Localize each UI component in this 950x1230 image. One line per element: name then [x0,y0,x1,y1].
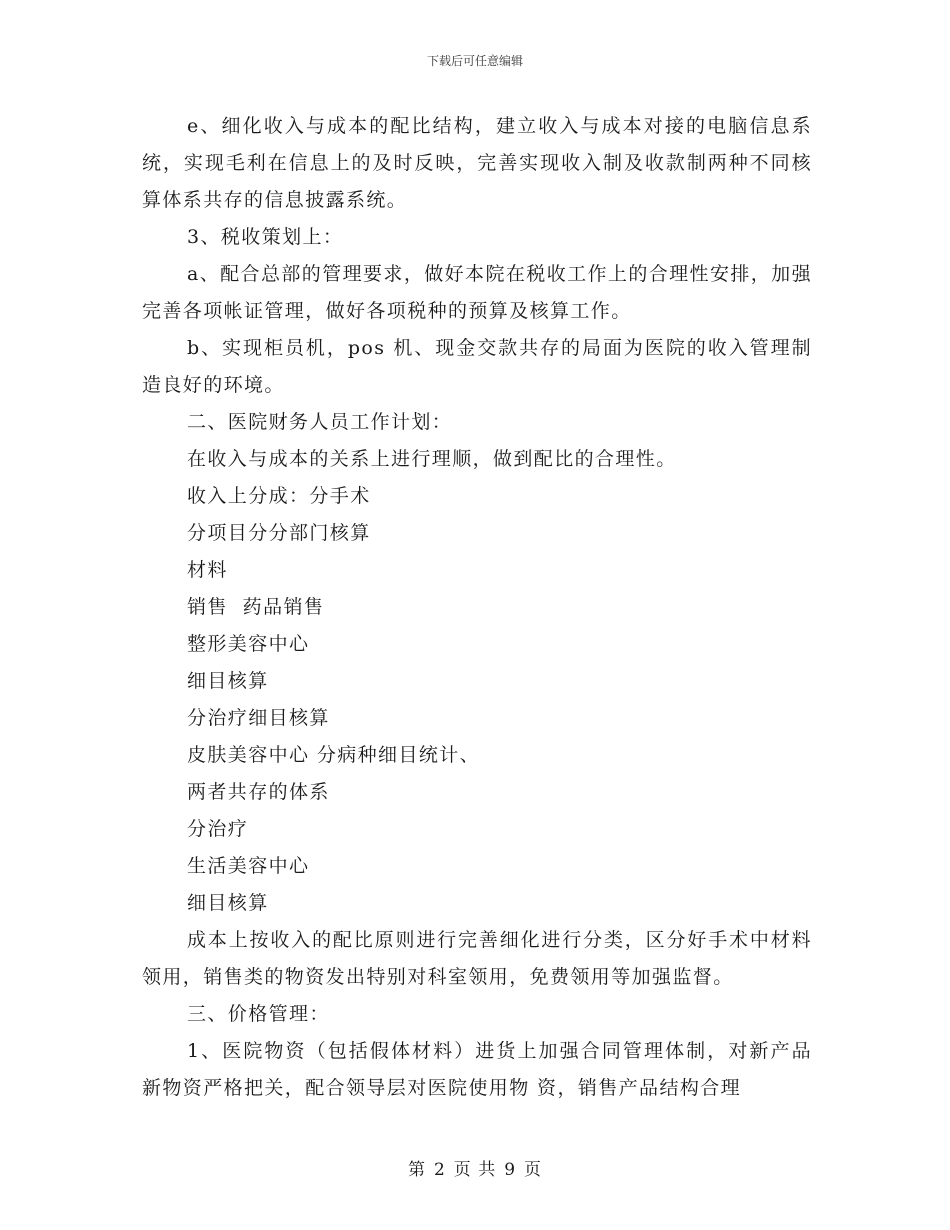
list-line: 材料 [187,559,228,581]
paragraph: e、细化收入与成本的配比结构，建立收入与成本对接的电脑信息系统，实现毛利在信息上的及时反映，完善实现收入制及收款制两种不同核算体系共存的信息披露系统。 [142,115,812,211]
list-line: 生活美容中心 [187,855,310,877]
page-footer [0,1155,950,1180]
section-heading: 二、医院财务人员工作计划： [187,411,453,433]
list-line: 两者共存的体系 [187,781,330,803]
footer-total-pages: 9 [504,1160,517,1180]
list-line: 分治疗 [187,818,249,840]
paragraph: b、实现柜员机，pos 机、现金交款共存的局面为医院的收入管理制造良好的环境。 [142,337,812,396]
paragraph: a、配合总部的管理要求，做好本院在税收工作上的合理性安排，加强完善各项帐证管理，做好各项税种的预算及核算工作。 [142,263,812,322]
footer-page-number: 2 [433,1160,446,1180]
paragraph: 成本上按收入的配比原则进行完善细化进行分类，区分好手术中材料领用，销售类的物资发出特别对科室领用，免费领用等加强监督。 [142,929,812,988]
list-line: 细目核算 [187,670,269,692]
document-body [142,108,812,1107]
footer-suffix: 页 [524,1160,543,1180]
section-heading: 3、税收策划上： [187,226,344,248]
list-line: 收入上分成：分手术 [187,485,371,507]
list-line: 分治疗细目核算 [187,707,330,729]
paragraph: 1、医院物资（包括假体材料）进货上加强合同管理体制，对新产品新物资严格把关，配合领导层对医院使用物 资，销售产品结构合理 [142,1040,812,1099]
list-line: 销售 药品销售 [187,596,325,618]
list-line: 整形美容中心 [187,633,310,655]
list-line: 细目核算 [187,892,269,914]
page-header: 下载后可任意编辑 [426,54,523,68]
section-heading: 三、价格管理： [187,1003,330,1025]
list-line: 皮肤美容中心 分病种细目统计、 [187,744,481,766]
list-line: 分项目分分部门核算 [187,522,371,544]
footer-prefix: 第 [407,1160,426,1180]
footer-mid: 页 共 [453,1160,497,1180]
paragraph: 在收入与成本的关系上进行理顺，做到配比的合理性。 [187,448,677,470]
